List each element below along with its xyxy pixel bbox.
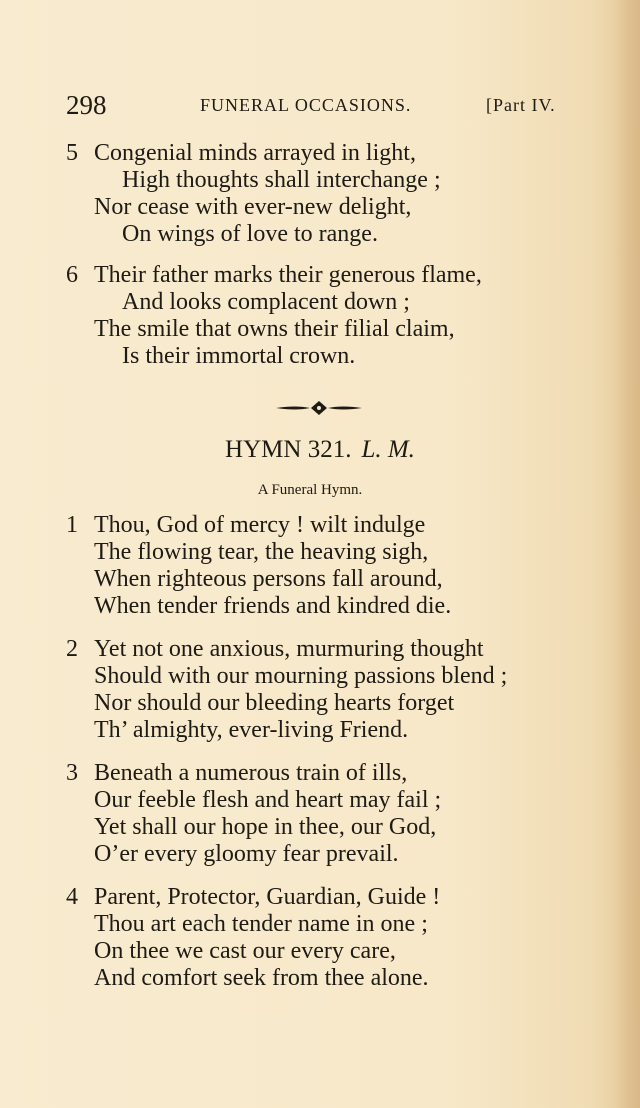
verse-line: The smile that owns their filial claim, — [94, 316, 455, 342]
verse-line: Thou art each tender name in one ; — [94, 911, 428, 937]
verse-line: High thoughts shall interchange ; — [122, 167, 441, 193]
verse-line: Parent, Protector, Guardian, Guide ! — [94, 884, 441, 910]
running-title: FUNERAL OCCASIONS. — [200, 95, 412, 115]
verse-line: Nor should our bleeding hearts forget — [94, 690, 455, 716]
hymn-meter: L. M. — [361, 436, 415, 463]
hymn-subtitle: A Funeral Hymn. — [257, 482, 363, 498]
verse-line: Yet shall our hope in thee, our God, — [94, 814, 437, 840]
verse-line: Nor cease with ever-new delight, — [94, 194, 412, 220]
stanza-number: 2 — [66, 636, 78, 662]
running-head — [66, 90, 576, 120]
verse-line: When tender friends and kindred die. — [94, 593, 452, 619]
verse-line: On wings of love to range. — [122, 221, 378, 247]
verse-line: Is their immortal crown. — [122, 343, 356, 369]
verse-line: Yet not one anxious, murmuring thought — [94, 636, 484, 662]
verse-line: Congenial minds arrayed in light, — [94, 140, 416, 166]
hymn-title — [0, 436, 640, 464]
verse-line: On thee we cast our every care, — [94, 938, 396, 964]
page-edge-shadow — [614, 0, 640, 1108]
verse-line: Their father marks their generous flame, — [94, 262, 482, 288]
verse-line: O’er every gloomy fear prevail. — [94, 841, 399, 867]
stanza-number: 5 — [66, 140, 78, 166]
verse-line: When righteous persons fall around, — [94, 566, 443, 592]
verse-line: And comfort seek from thee alone. — [94, 965, 429, 991]
verse-line: The flowing tear, the heaving sigh, — [94, 539, 429, 565]
stanza-number: 1 — [66, 512, 78, 538]
verse-line: Our feeble flesh and heart may fail ; — [94, 787, 442, 813]
stanza-number: 3 — [66, 760, 78, 786]
verse-line: Thou, God of mercy ! wilt indulge — [94, 512, 426, 538]
verse-line: And looks complacent down ; — [122, 289, 410, 315]
verse-line: Th’ almighty, ever-living Friend. — [94, 717, 409, 743]
verse-line: Beneath a numerous train of ills, — [94, 760, 408, 786]
stanza-number: 4 — [66, 884, 78, 910]
part-label: [Part IV. — [486, 95, 556, 115]
page-number: 298 — [66, 90, 107, 120]
hymn-number: HYMN 321. — [225, 436, 352, 463]
stanza-number: 6 — [66, 262, 78, 288]
ornament-divider-icon — [274, 398, 364, 418]
verse-line: Should with our mourning passions blend ; — [94, 663, 508, 689]
